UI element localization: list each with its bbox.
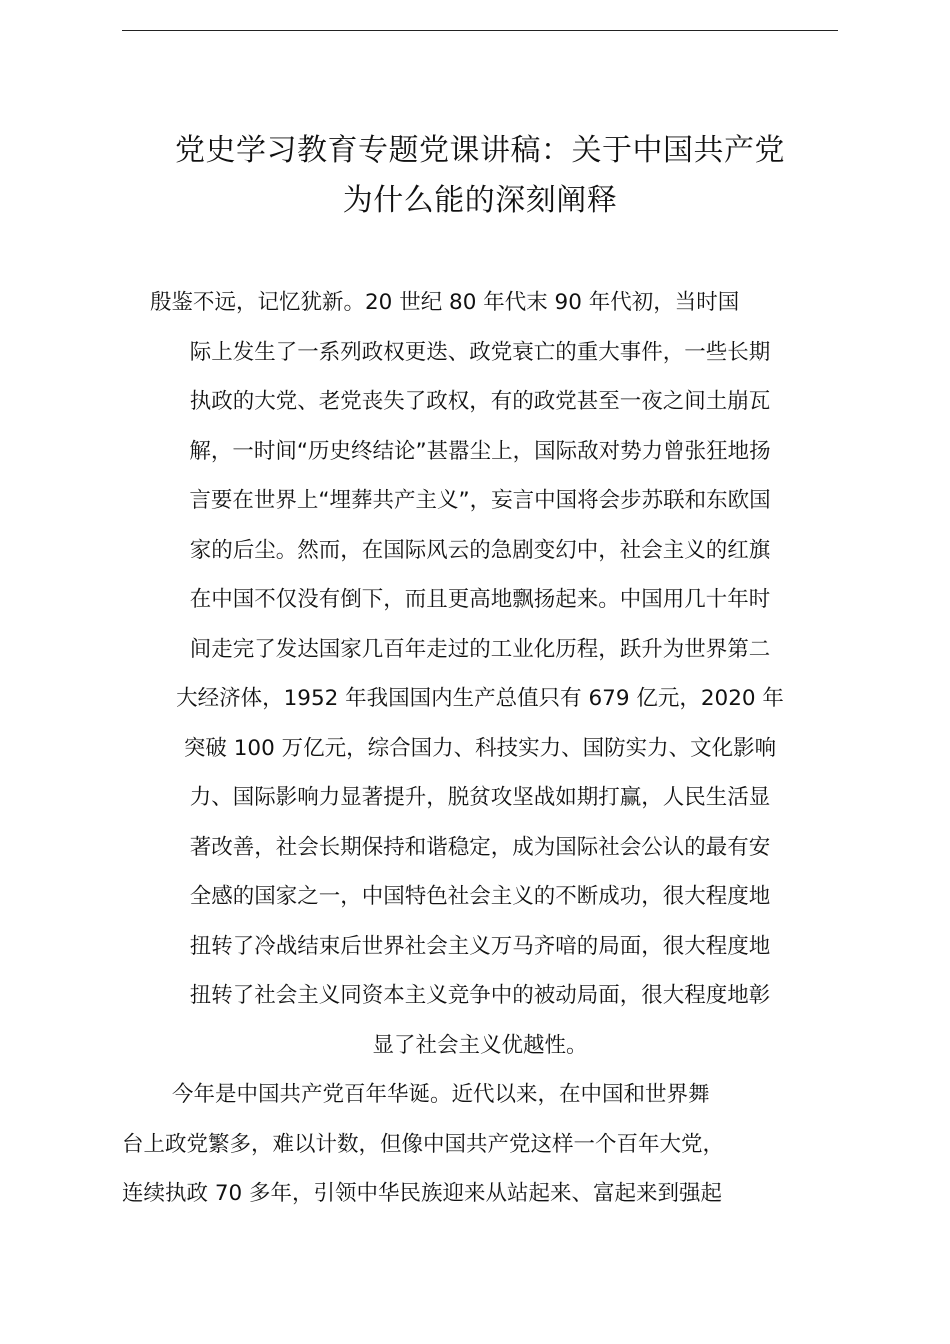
document-title — [100, 126, 860, 226]
title-line-2: 为什么能的深刻阐释 — [342, 183, 618, 218]
document-body — [122, 278, 838, 1219]
paragraph-line: 大经济体，1952 年我国国内生产总值只有 679 亿元，2020 年 — [176, 686, 784, 711]
paragraph-1 — [122, 278, 838, 1070]
header-rule — [122, 30, 838, 31]
paragraph-line: 显了社会主义优越性。 — [372, 1032, 588, 1058]
paragraph-line: 间走完了发达国家几百年走过的工业化历程，跃升为世界第二 — [189, 636, 771, 662]
paragraph-line: 全感的国家之一，中国特色社会主义的不断成功，很大程度地 — [189, 884, 771, 909]
paragraph-line: 力、国际影响力显著提升，脱贫攻坚战如期打赢，人民生活显 — [189, 785, 771, 810]
paragraph-line: 台上政党繁多，难以计数，但像中国共产党这样一个百年大党， — [122, 1131, 725, 1157]
paragraph-line: 连续执政 70 多年，引领中华民族迎来从站起来、富起来到强起 — [122, 1181, 723, 1206]
paragraph-line: 著改善，社会长期保持和谐稳定，成为国际社会公认的最有安 — [189, 834, 771, 860]
paragraph-line: 解，一时间“历史终结论”甚嚣尘上，国际敌对势力曾张狂地扬 — [189, 438, 771, 464]
paragraph-line: 言要在世界上“埋葬共产主义”，妄言中国将会步苏联和东欧国 — [189, 488, 771, 513]
paragraph-line: 家的后尘。然而，在国际风云的急剧变幻中，社会主义的红旗 — [189, 537, 771, 563]
paragraph-line: 殷鉴不远，记忆犹新。20 世纪 80 年代末 90 年代初，当时国 — [150, 290, 740, 315]
paragraph-2 — [122, 1070, 838, 1219]
paragraph-line: 在中国不仅没有倒下，而且更高地飘扬起来。中国用几十年时 — [189, 587, 771, 612]
paragraph-line: 扭转了社会主义同资本主义竞争中的被动局面，很大程度地彰 — [189, 983, 771, 1008]
paragraph-line: 今年是中国共产党百年华诞。近代以来，在中国和世界舞 — [172, 1082, 710, 1107]
paragraph-line: 执政的大党、老党丧失了政权，有的政党甚至一夜之间土崩瓦 — [189, 389, 771, 414]
paragraph-line: 扭转了冷战结束后世界社会主义万马齐喑的局面，很大程度地 — [189, 933, 771, 959]
paragraph-line: 际上发生了一系列政权更迭、政党衰亡的重大事件，一些长期 — [189, 339, 771, 365]
title-line-1: 党史学习教育专题党课讲稿：关于中国共产党 — [175, 133, 785, 168]
paragraph-line: 突破 100 万亿元，综合国力、科技实力、国防实力、文化影响 — [183, 735, 777, 761]
